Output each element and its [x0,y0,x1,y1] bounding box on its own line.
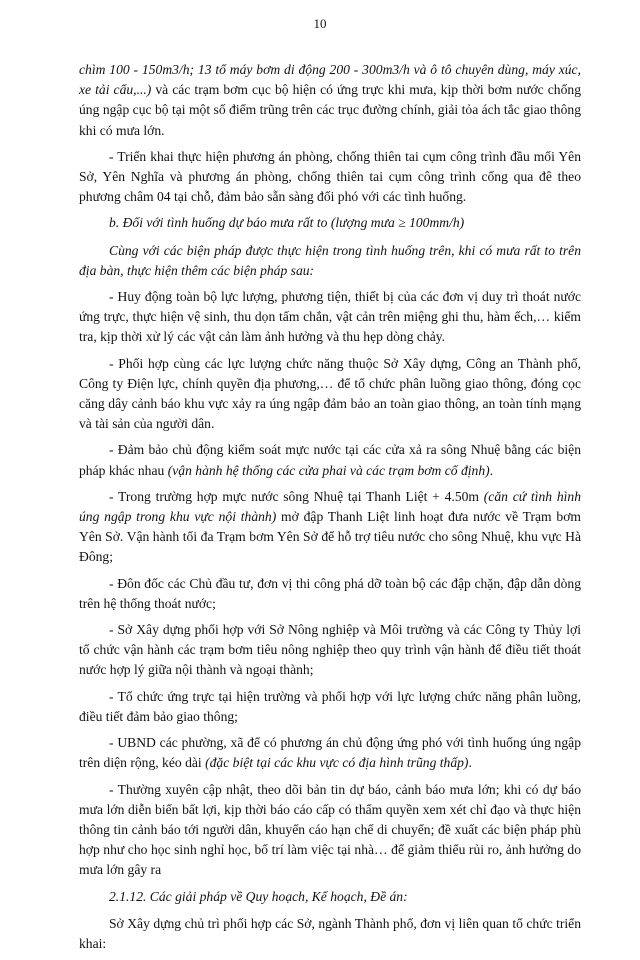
paragraph [79,241,581,281]
paragraph [79,60,581,141]
text-run: mở đập Thanh Liệt linh hoạt đưa nước về Trạm bơm Yên Sở. Vận hành tối đa Trạm bơm Yên Sở để hỗ trợ tiêu nước cho sông Nhuệ, khu vực Hà Đông; [79,509,581,565]
paragraph [79,487,581,568]
text-run: - Sở Xây dựng phối hợp với Sở Nông nghiệp và Môi trường và các Công ty Thủy lợi tổ chức vận hành các trạm bơm tiêu nông nghiệp theo quy trình vận hành để điều tiết thoát nước hợp lý giữa nội thành và ngoại thành; [79,622,581,678]
paragraph [79,440,581,480]
document-body [79,60,581,960]
italic-text: (đặc biệt tại các khu vực có địa hình trũng thấp) [205,755,469,771]
paragraph [79,354,581,435]
text-run: . [468,755,472,771]
paragraph [79,914,581,954]
paragraph [79,287,581,348]
text-run: - Đôn đốc các Chủ đầu tư, đơn vị thi công phá dỡ toàn bộ các đập chặn, đập dẫn dòng trên hệ thống thoát nước; [79,575,581,611]
paragraph [79,780,581,881]
section-heading [79,213,581,233]
paragraph [79,574,581,614]
text-run: - UBND các phường, xã để có phương án chủ động ứng phó với tình huống úng ngập trên diện rộng, kéo dài [79,735,581,771]
section-heading [79,887,581,907]
italic-text: Cùng với các biện pháp được thực hiện trong tình huống trên, khi có mưa rất to trên địa bàn, thực hiện thêm các biện pháp sau: [79,242,581,278]
text-run: - Phối hợp cùng các lực lượng chức năng thuộc Sở Xây dựng, Công an Thành phố, Công ty Điện lực, chính quyền địa phương,… để tổ chức phân luồng giao thông, đóng cọc căng dây cảnh báo khu vực xảy ra úng ngập đảm bảo an toàn giao thông, an toàn tính mạng và tài sản của người dân. [79,355,581,432]
italic-text: (vận hành hệ thống các cửa phai và các trạm bơm cố định) [167,462,490,478]
text-run: và các trạm bơm cục bộ hiện có ứng trực khi mưa, kịp thời bơm nước chống úng ngập cục bộ tại một số điểm trũng trên các trục đường chính, giải tỏa ách tắc giao thông khi có mưa lớn. [79,82,581,138]
italic-text: 2.1.12. Các giải pháp về Quy hoạch, Kế hoạch, Đề án: [109,888,408,904]
italic-text: b. Đối với tình huống dự báo mưa rất to (lượng mưa ≥ 100mm/h) [109,215,465,231]
paragraph [79,620,581,681]
italic-text: (căn cứ tình hình úng ngập trong khu vực nội thành) [79,488,581,525]
text-run: - Trong trường hợp mực nước sông Nhuệ tại Thanh Liệt + 4.50m [109,488,484,504]
paragraph [79,733,581,773]
italic-text: chìm 100 - 150m3/h; 13 tổ máy bơm di động 200 - 300m3/h và ô tô chuyên dùng, máy xúc, xe tải cẩu,...) [79,62,581,98]
text-run: - Thường xuyên cập nhật, theo dõi bản tin dự báo, cảnh báo mưa lớn; khi có dự báo mưa lớn diễn biến bất lợi, kịp thời báo cáo cấp có thẩm quyền xem xét chỉ đạo và thực hiện thông tin cảnh báo tới người dân, khuyến cáo hạn chế di chuyển; đề xuất các biện pháp phù hợp như cho học sinh nghỉ học, bố trí làm việc tại nhà… để giảm thiểu rủi ro, ảnh hưởng do mưa lớn gây ra [79,781,581,878]
text-run: Sở Xây dựng chủ trì phối hợp các Sở, ngành Thành phố, đơn vị liên quan tổ chức triển khai: [79,915,581,951]
paragraph [79,147,581,208]
text-run: - Tổ chức ứng trực tại hiện trường và phối hợp với lực lượng chức năng phân luồng, điều tiết đảm bảo giao thông; [79,688,581,724]
page-number: 10 [313,16,327,31]
text-run: - Triển khai thực hiện phương án phòng, chống thiên tai cụm công trình đầu mối Yên Sở, Yên Nghĩa và phương án phòng, chống thiên tai cụm công trình cống qua đê theo phương châm 04 tại chỗ, đảm bảo sẵn sàng đối phó với các tình huống. [79,148,581,205]
paragraph [79,687,581,727]
text-run: - Huy động toàn bộ lực lượng, phương tiện, thiết bị của các đơn vị duy trì thoát nước ứng trực, thực hiện vệ sinh, thu dọn tấm chắn, vật cản trên miệng ghi thu, hàm ếch,… kiểm tra, kịp thời xử lý các vật cản làm ảnh hưởng và thu hẹp dòng chảy. [79,289,581,345]
text-run: . [489,462,494,478]
text-run: - Đảm bảo chủ động kiểm soát mực nước tại các cửa xả ra sông Nhuệ bằng các biện pháp khác nhau [79,442,581,478]
